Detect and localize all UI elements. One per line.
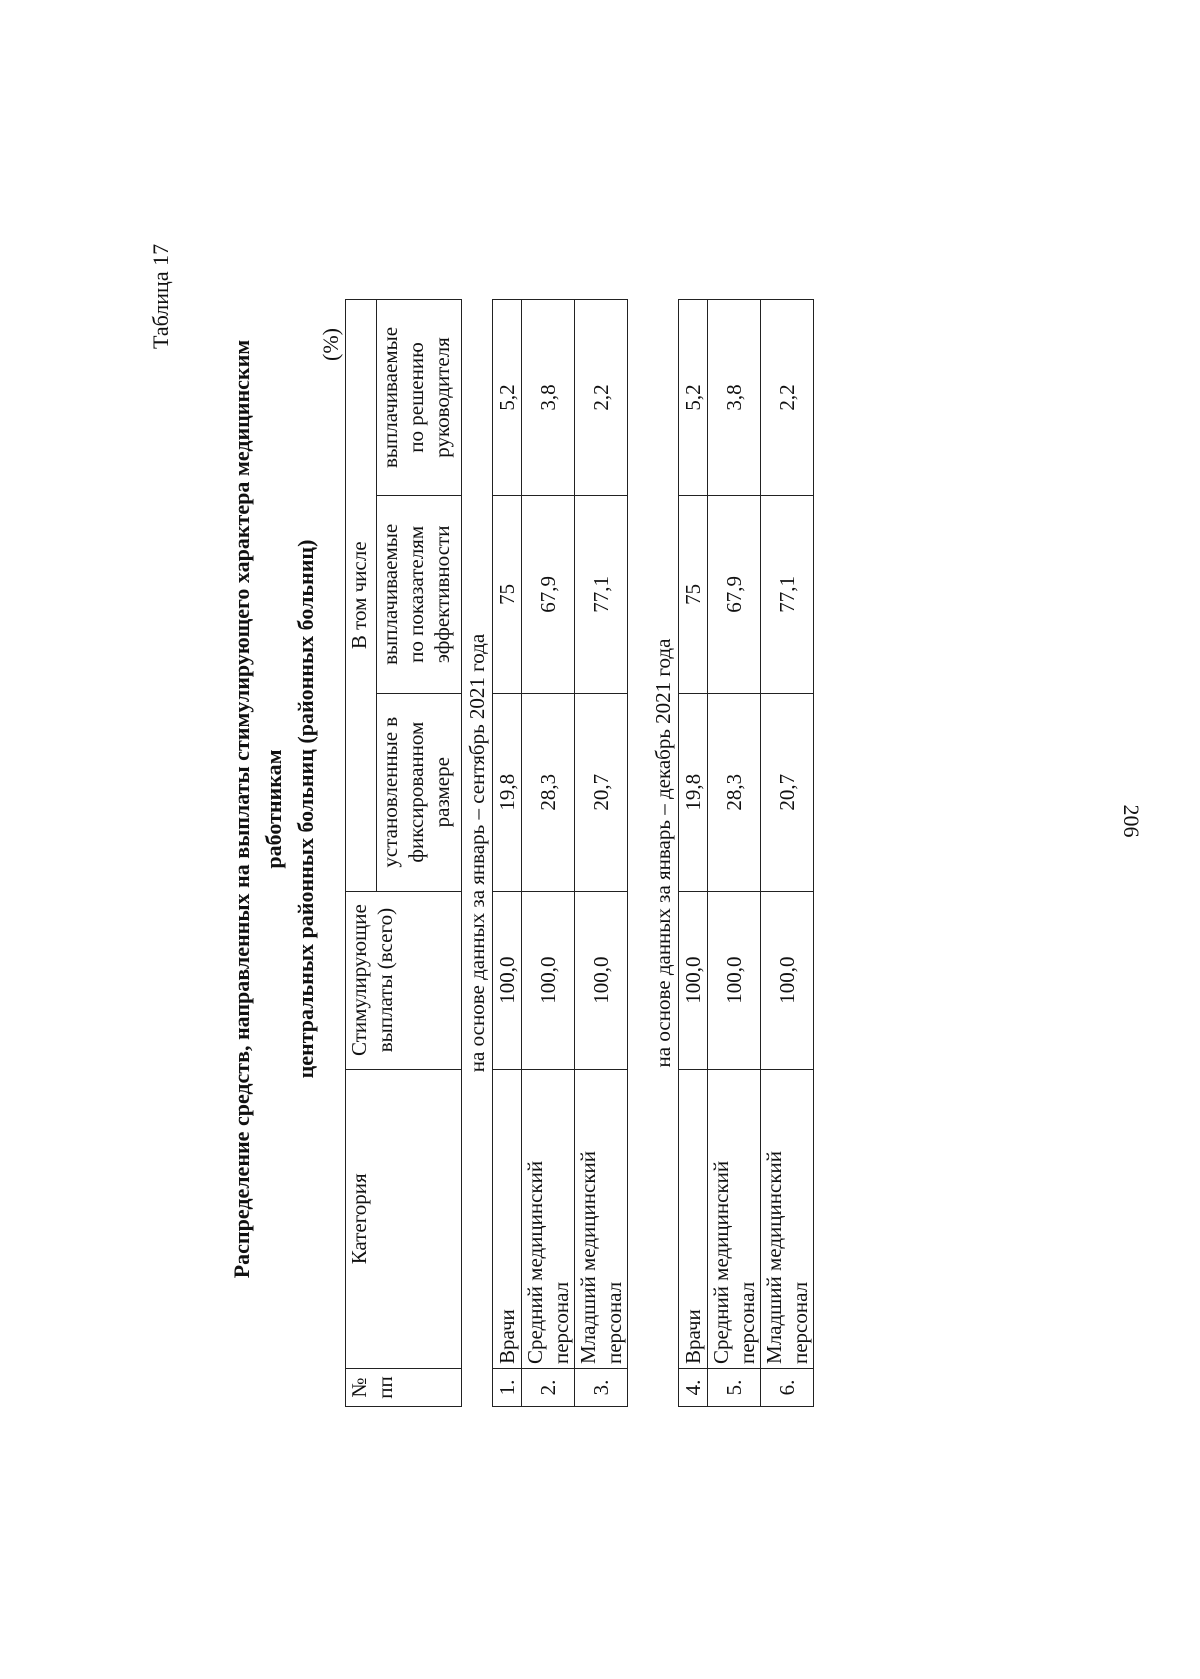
period-label: на основе данных за январь – декабрь 2021 года xyxy=(651,638,675,1068)
period-label: на основе данных за январь – сентябрь 2021 года xyxy=(465,633,489,1073)
document-title xyxy=(226,319,322,1299)
table-row: 5. Средний медицинский персонал 100,0 28,3 67,9 3,8 xyxy=(708,300,761,1407)
payments-table xyxy=(345,299,814,1407)
unit-note: (%) xyxy=(318,328,343,361)
header-num: № пп xyxy=(346,1369,462,1407)
title-line-1: Распределение средств, направленных на выплаты стимулирующего характера медицинским работникам xyxy=(229,339,286,1279)
title-line-2: центральных районных больниц (районных больниц) xyxy=(293,539,318,1079)
table-row: 2. Средний медицинский персонал 100,0 28,3 67,9 3,8 xyxy=(522,300,575,1407)
table-row: 3. Младший медицинский персонал 100,0 20,7 77,1 2,2 xyxy=(575,300,628,1407)
table-caption: Таблица 17 xyxy=(148,243,173,349)
header-fixed: установленные в фиксированном размере xyxy=(377,693,462,891)
page-number: 206 xyxy=(1119,804,1144,838)
header-head-decision: выплачиваемые по решению руководителя xyxy=(377,300,462,496)
header-including: В том числе xyxy=(346,300,377,892)
header-total: Стимулирующие выплаты (всего) xyxy=(346,891,462,1069)
header-efficiency: выплачиваемые по показателям эффективности xyxy=(377,495,462,693)
table-row: 1. Врачи 100,0 19,8 75 5,2 xyxy=(493,300,522,1407)
table-row: 4. Врачи 100,0 19,8 75 5,2 xyxy=(679,300,708,1407)
table-row: 6. Младший медицинский персонал 100,0 20,7 77,1 2,2 xyxy=(761,300,814,1407)
header-category: Категория xyxy=(346,1069,462,1368)
